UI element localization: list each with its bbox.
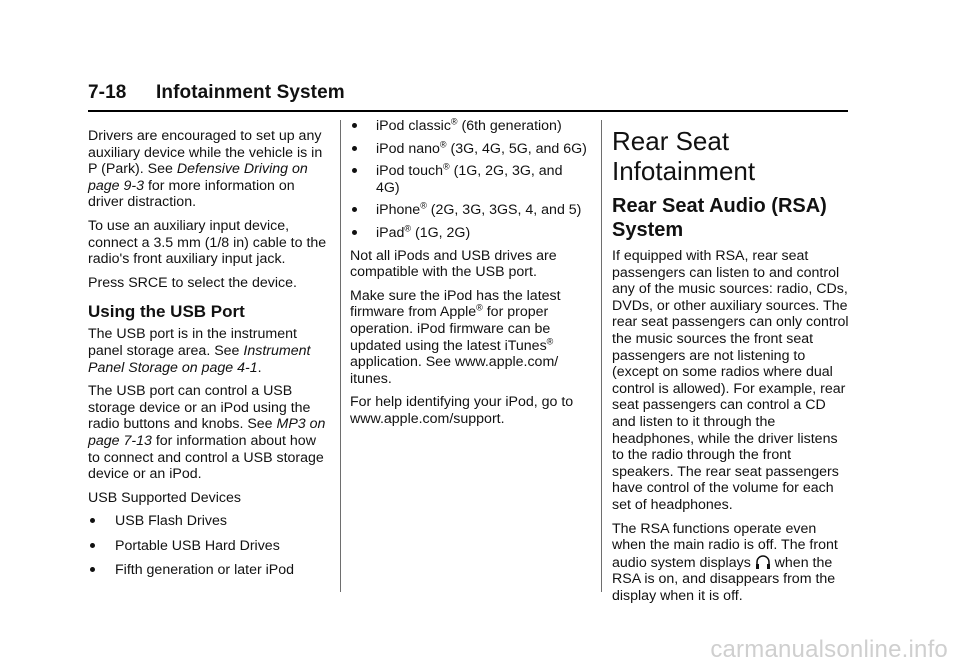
page-header	[88, 82, 848, 112]
paragraph: For help identifying your iPod, go to www.apple.com/support.	[350, 394, 574, 427]
cross-reference-link[interactable]: MP3 on page 7-13	[88, 416, 326, 449]
paragraph: The RSA functions operate even when the main radio is off. The front audio system displays when the RSA is on, and disappears from the display when it is off.	[612, 520, 838, 604]
cross-reference-link[interactable]: Instrument Panel Storage on page 4-1	[88, 342, 311, 376]
chapter-heading: Rear Seat Infotainment	[612, 126, 756, 186]
list-item: iPod touch® (1G, 2G, 3G, and 4G)	[350, 163, 590, 196]
column-1	[88, 128, 328, 587]
list-item: Portable USB Hard Drives	[88, 538, 328, 555]
column-3	[612, 122, 852, 611]
list-item: iPhone® (2G, 3G, 3GS, 4, and 5)	[350, 202, 590, 219]
paragraph: The USB port can control a USB storage device or an iPod using the radio buttons and knobs. See MP3 on page 7-13 for information about how to connect and control a USB storage device or an iPod.	[88, 383, 326, 483]
column-2	[350, 118, 590, 435]
rsa-headphones-icon	[755, 554, 771, 570]
list-item: iPad® (1G, 2G)	[350, 225, 590, 242]
subsection-heading: Using the USB Port	[88, 302, 245, 322]
paragraph: If equipped with RSA, rear seat passengers can listen to and control any of the music sources: radio, CDs, DVDs, or other auxiliary sources. The rear seat passengers can only control the music sources the front seat passengers are not listening to (except on some radios where dual control is allowed). For example, rear seat passengers can control a CD and listen to it through the headphones, while the driver listens to the radio through the front speakers. The rear seat passengers have control of the volume for each set of headphones.	[612, 248, 849, 513]
list-item: USB Flash Drives	[88, 513, 328, 530]
list-heading: USB Supported Devices	[88, 489, 241, 506]
list-item: iPod classic® (6th generation)	[350, 118, 590, 135]
paragraph: Drivers are encouraged to set up any auxiliary device while the vehicle is in P (Park). See Defensive Driving on page 9-3 for more information on driver distraction.	[88, 128, 323, 211]
column-divider	[340, 120, 341, 592]
watermark: carmanualsonline.info	[710, 636, 948, 663]
page-number: 7-18	[88, 82, 127, 103]
list-item: Fifth generation or later iPod	[88, 562, 328, 579]
section-heading: Rear Seat Audio (RSA) System	[612, 195, 827, 241]
paragraph: The USB port is in the instrument panel storage area. See Instrument Panel Storage on page 4-1.	[88, 326, 311, 376]
paragraph: Press SRCE to select the device.	[88, 274, 297, 291]
column-divider	[601, 120, 602, 592]
section-title: Infotainment System	[156, 82, 345, 103]
paragraph: Make sure the iPod has the latest firmware from Apple® for proper operation. iPod firmware can be updated using the latest iTunes® application. See www.apple.com/ itunes.	[350, 287, 561, 387]
cross-reference-link[interactable]: Defensive Driving on page 9-3	[88, 161, 308, 194]
paragraph: Not all iPods and USB drives are compatible with the USB port.	[350, 247, 557, 281]
list-item: iPod nano® (3G, 4G, 5G, and 6G)	[350, 141, 590, 158]
paragraph: To use an auxiliary input device, connect a 3.5 mm (1/8 in) cable to the radio's front auxiliary input jack.	[88, 217, 327, 268]
